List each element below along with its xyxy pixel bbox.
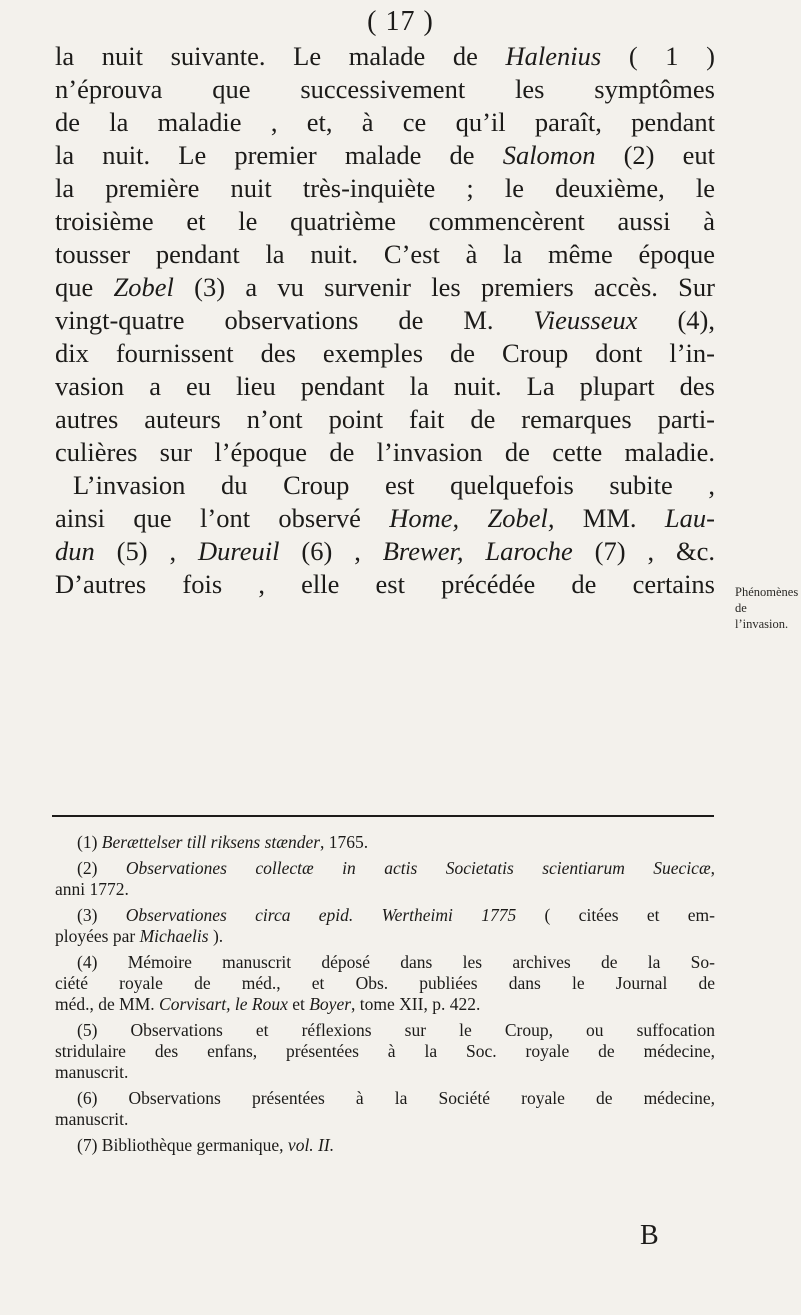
italic-run: Michaelis xyxy=(139,926,209,946)
footnote-line xyxy=(55,1088,715,1109)
text-run: ployées par xyxy=(55,926,140,946)
italic-run: Dureuil xyxy=(198,536,280,566)
text-run: (2) eut xyxy=(595,140,715,170)
margin-note-line: de l’invasion. xyxy=(735,601,789,631)
text-run: de la maladie , et, à ce qu’il paraît, pendant xyxy=(55,107,715,137)
footnote xyxy=(55,905,715,947)
footnote xyxy=(55,832,715,853)
text-run: stridulaire des enfans, présentées à la Soc. royale de médecine, xyxy=(55,1041,715,1061)
text-run: , 1765. xyxy=(320,832,369,852)
text-run: MM. xyxy=(554,503,665,533)
text-run: (7) Bibliothèque germanique, xyxy=(77,1135,288,1155)
text-run: la première nuit très-inquiète ; le deuxième, le xyxy=(55,173,715,203)
italic-run: vol. II. xyxy=(287,1135,335,1155)
text-run: (5) , xyxy=(94,536,199,566)
text-run: et xyxy=(287,994,310,1014)
footnote xyxy=(55,1088,715,1130)
footnote xyxy=(55,952,715,1015)
footnote-line xyxy=(55,994,715,1015)
text-run: que xyxy=(55,272,114,302)
text-line xyxy=(55,403,715,436)
text-line xyxy=(55,271,715,304)
text-run: ainsi que l’ont observé xyxy=(55,503,390,533)
italic-run: Vieusseux xyxy=(533,305,638,335)
text-line xyxy=(55,337,715,370)
text-run: (3) xyxy=(77,905,126,925)
text-run: (4) Mémoire manuscrit déposé dans les archives de la So- xyxy=(77,952,715,972)
text-run: méd., de MM. xyxy=(55,994,160,1014)
footnote xyxy=(55,1020,715,1083)
text-line xyxy=(55,238,715,271)
signature-mark: B xyxy=(640,1220,659,1251)
page-number: ( 17 ) xyxy=(367,6,434,37)
margin-note xyxy=(735,584,801,632)
text-run: (2) xyxy=(77,858,126,878)
italic-run: Boyer xyxy=(309,994,352,1014)
text-line xyxy=(55,568,715,601)
italic-run: Halenius xyxy=(505,41,602,71)
text-run: (4), xyxy=(637,305,715,335)
italic-run: Zobel xyxy=(113,272,174,302)
footnote-line xyxy=(55,905,715,926)
footnote-line xyxy=(55,879,715,900)
footnote-line xyxy=(55,1020,715,1041)
footnote-line xyxy=(55,1135,715,1156)
text-line xyxy=(55,106,715,139)
text-line xyxy=(55,436,715,469)
text-line xyxy=(55,172,715,205)
footnote-line xyxy=(55,1041,715,1062)
text-line xyxy=(55,139,715,172)
margin-note-line: Phénomènes xyxy=(735,585,799,599)
text-line xyxy=(55,535,715,568)
text-run: (6) , xyxy=(279,536,383,566)
footnote-line xyxy=(55,832,715,853)
italic-run: Brewer, Laroche xyxy=(382,536,573,566)
footnote-line xyxy=(55,952,715,973)
footnote-line xyxy=(55,1062,715,1083)
text-run: ( citées et em- xyxy=(516,905,715,925)
text-line xyxy=(55,469,715,502)
text-line xyxy=(55,73,715,106)
footnote xyxy=(55,858,715,900)
text-run: (6) Observations présentées à la Société royale de médecine, xyxy=(77,1088,715,1108)
italic-run: Berættelser till riksens stænder xyxy=(101,832,321,852)
footnote-line xyxy=(55,973,715,994)
italic-run: dun xyxy=(55,536,95,566)
italic-run: Salomon xyxy=(502,140,596,170)
footnote-line xyxy=(55,926,715,947)
italic-run: Observationes circa epid. Wertheimi 1775 xyxy=(125,905,517,925)
italic-run: Observationes collectæ in actis Societatis scientiarum Suecicæ xyxy=(125,858,711,878)
text-line xyxy=(55,205,715,238)
text-run: L’invasion du Croup est quelquefois subite , xyxy=(73,470,715,500)
text-run: D’autres fois , elle est précédée de certains xyxy=(55,569,715,599)
text-run: anni 1772. xyxy=(55,879,129,899)
text-run: la nuit. Le premier malade de xyxy=(55,140,503,170)
footnotes xyxy=(55,832,715,1161)
text-run: manuscrit. xyxy=(55,1062,129,1082)
text-line xyxy=(55,40,715,73)
text-run: (7) , &c. xyxy=(572,536,715,566)
text-run: autres auteurs n’ont point fait de remarques parti- xyxy=(55,404,715,434)
text-run: ). xyxy=(208,926,224,946)
main-paragraphs xyxy=(55,40,715,601)
text-run: (1) xyxy=(77,832,102,852)
text-run: ciété royale de méd., et Obs. publiées dans le Journal de xyxy=(55,973,715,993)
text-run: n’éprouva que successivement les symptômes xyxy=(55,74,715,104)
text-run: dix fournissent des exemples de Croup dont l’in- xyxy=(55,338,715,368)
text-run: , tome XII, p. 422. xyxy=(351,994,481,1014)
footnote-divider xyxy=(52,815,714,817)
italic-run: Home, Zobel, xyxy=(389,503,555,533)
text-run: manuscrit. xyxy=(55,1109,129,1129)
text-run: (3) a vu survenir les premiers accès. Sur xyxy=(173,272,715,302)
text-run: , xyxy=(710,858,715,878)
text-run: troisième et le quatrième commencèrent aussi à xyxy=(55,206,715,236)
footnote-line xyxy=(55,858,715,879)
text-run: culières sur l’époque de l’invasion de cette maladie. xyxy=(55,437,715,467)
footnote-line xyxy=(55,1109,715,1130)
italic-run: Lau- xyxy=(664,503,715,533)
text-run: ( 1 ) xyxy=(601,41,715,71)
text-line xyxy=(55,502,715,535)
footnote xyxy=(55,1135,715,1156)
text-run: tousser pendant la nuit. C’est à la même époque xyxy=(55,239,715,269)
text-run: (5) Observations et réflexions sur le Croup, ou suffocation xyxy=(77,1020,715,1040)
text-line xyxy=(55,304,715,337)
italic-run: Corvisart, le Roux xyxy=(159,994,288,1014)
text-line xyxy=(55,370,715,403)
text-run: vasion a eu lieu pendant la nuit. La plupart des xyxy=(55,371,715,401)
text-run: la nuit suivante. Le malade de xyxy=(55,41,506,71)
text-run: vingt-quatre observations de M. xyxy=(55,305,534,335)
